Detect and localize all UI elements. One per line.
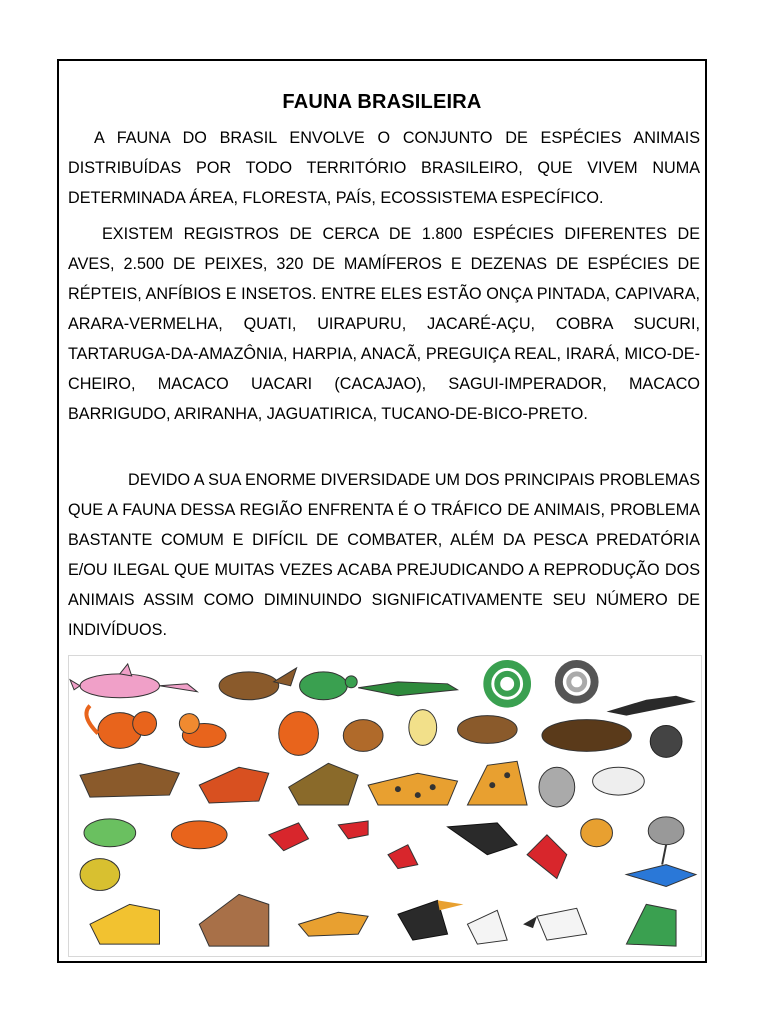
paragraph-threats: DEVIDO A SUA ENORME DIVERSIDADE UM DOS PRINCIPAIS PROBLEMAS QUE A FAUNA DESSA REGIÃO ENFRENTA É O TRÁFICO DE ANIMAIS, PROBLEMA BASTANTE COMUM E DIFÍCIL DE COMBATER, ALÉM DA PESCA PREDATÓRIA E/OU ILEGAL QUE MUITAS VEZES ACABA PREJUDICANDO A REPRODUÇÃO DOS ANIMAIS ASSIM COMO DIMINUINDO SIGNIFICATIVAMENTE SEU NÚMERO DE INDIVÍDUOS. [68, 471, 700, 639]
jabiru-stork-icon [523, 908, 587, 940]
marsh-deer-icon [90, 904, 160, 944]
fish-icon [80, 859, 120, 891]
maned-wolf-icon [199, 767, 269, 803]
page-title: FAUNA BRASILEIRA [282, 91, 482, 113]
manatee-icon [219, 668, 296, 700]
running-deer-icon [299, 912, 369, 936]
lizard-icon [607, 696, 696, 716]
frog-icon [84, 819, 136, 847]
harpy-eagle-icon [448, 823, 518, 855]
document-page [57, 59, 707, 963]
green-parrot-icon [626, 904, 676, 946]
sloth-icon [409, 710, 437, 746]
scarlet-ibis-icon [269, 821, 418, 869]
squirrel-monkey-icon [581, 819, 613, 847]
giant-anteater-icon [80, 763, 179, 797]
howler-monkey-icon [86, 706, 156, 749]
egret-icon [467, 910, 507, 944]
paragraph-intro: A FAUNA DO BRASIL ENVOLVE O CONJUNTO DE ESPÉCIES ANIMAIS DISTRIBUÍDAS POR TODO TERRITÓRIO BRASILEIRO, QUE VIVEM NUMA DETERMINADA ÁREA, FLORESTA, PAÍS, ECOSSISTEMA ESPECÍFICO. [68, 129, 700, 207]
gray-marmoset-icon [539, 767, 575, 807]
jaguar-icon [467, 761, 527, 805]
blue-macaw-icon [626, 865, 696, 887]
animals-collage [69, 656, 701, 956]
opossum-icon [593, 767, 645, 795]
tapir-icon [542, 720, 631, 752]
coral-snake-icon [559, 664, 595, 700]
rhea-icon [648, 817, 684, 865]
alligator-icon [358, 682, 457, 696]
bush-dog-icon [289, 763, 359, 805]
anaconda-icon [487, 664, 527, 704]
ocelot-icon [368, 773, 457, 805]
capybara-icon [343, 720, 383, 752]
toucan-icon [398, 900, 464, 940]
lion-tamarin-icon [179, 714, 226, 748]
red-frog-icon [171, 821, 227, 849]
pink-dolphin-icon [70, 664, 197, 698]
paragraph-species: EXISTEM REGISTROS DE CERCA DE 1.800 ESPÉCIES DIFERENTES DE AVES, 2.500 DE PEIXES, 320 DE MAMÍFEROS E DEZENAS DE ESPÉCIES DE RÉPTEIS, ANFÍBIOS E INSETOS. ENTRE ELES ESTÃO ONÇA PINTADA, CAPIVARA, ARARA-VERMELHA, QUATI, UIRAPURU, JACARÉ-AÇU, COBRA SUCURI, TARTARUGA-DA-AMAZÔNIA, HARPIA, ANACÃ, PREGUIÇA REAL, IRARÁ, MICO-DE-CHEIRO, MACACO UACARI (CACAJAO), SAGUI-IMPERADOR, MACACO BARRIGUDO, ARIRANHA, JAGUATIRICA, TUCANO-DE-BICO-PRETO. [68, 225, 700, 423]
brown-deer-icon [199, 894, 269, 946]
turtle-icon [300, 672, 358, 700]
coati-icon [458, 716, 518, 744]
red-howler-icon [279, 712, 319, 756]
macaw-icon [527, 835, 567, 879]
black-monkey-icon [650, 726, 682, 758]
brazilian-animals-illustration [68, 655, 702, 957]
